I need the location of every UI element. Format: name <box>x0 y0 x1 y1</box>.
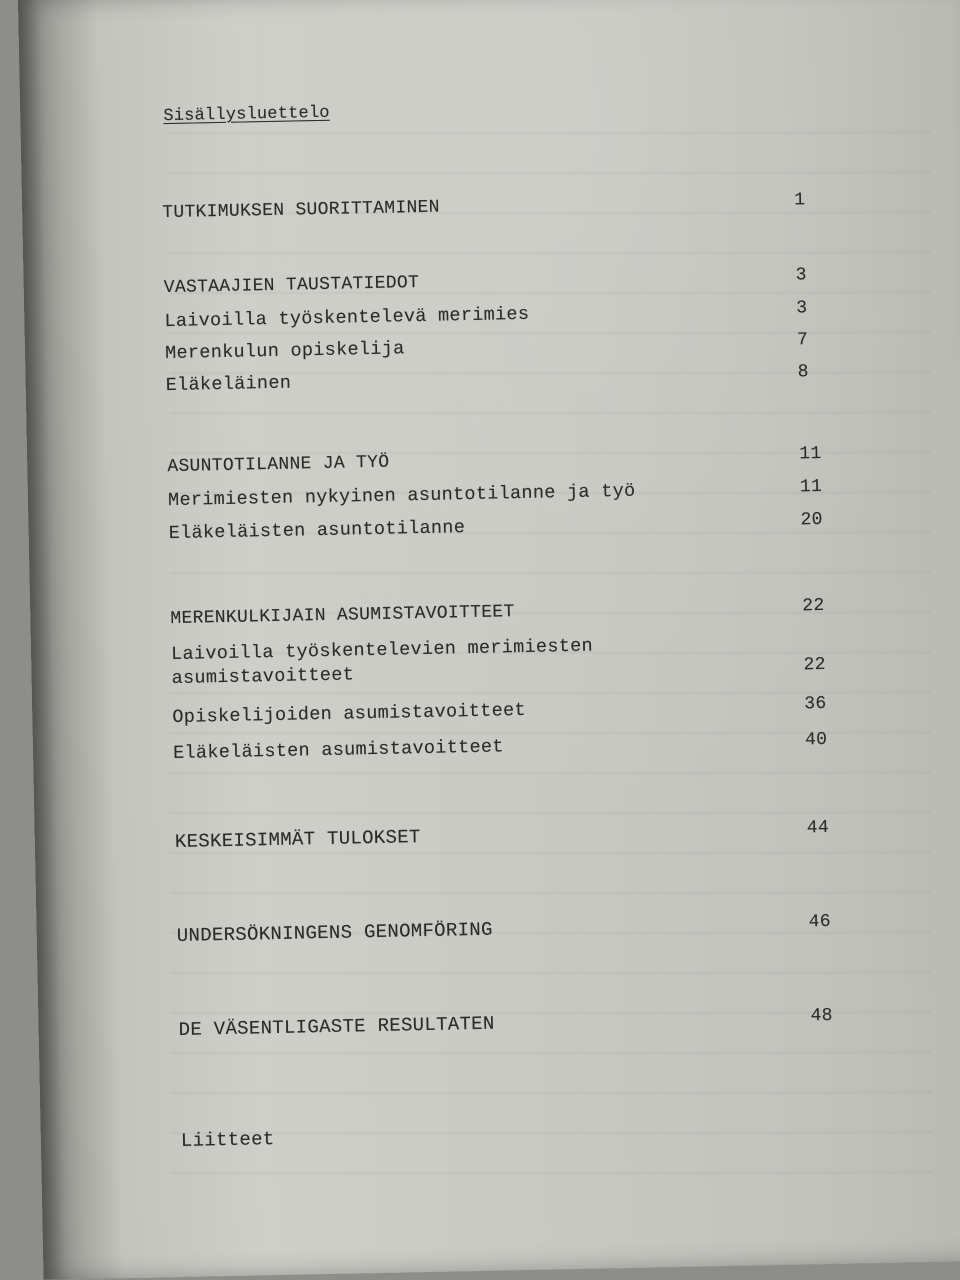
toc-entry-label: ASUNTOTILANNE JA TYÖ <box>167 452 390 478</box>
toc-entry-page: 44 <box>806 817 830 839</box>
toc-entry-label: Liitteet <box>180 1128 275 1152</box>
toc-entry-page: 22 <box>802 595 825 617</box>
toc-entry-label: KESKEISIMMÄT TULOKSET <box>174 826 421 854</box>
toc-entry-label: Merenkulun opiskelija <box>164 338 405 365</box>
toc-entry-page: 3 <box>795 265 807 286</box>
toc-entry-page: 11 <box>799 443 822 465</box>
toc-entry-page: 22 <box>803 654 826 676</box>
toc-entry-label: VASTAAJIEN TAUSTATIEDOT <box>163 273 420 299</box>
toc-entry-page <box>803 631 843 632</box>
toc-entry-label: Eläkeläinen <box>165 372 292 397</box>
toc-entry-label: TUTKIMUKSEN SUORITTAMINEN <box>162 197 440 224</box>
toc-entry-label: MERENKULKIJAIN ASUMISTAVOITTEET <box>170 602 515 630</box>
toc-entry-label: asumistavoitteet <box>171 664 355 690</box>
toc-entry-label: Laivoilla työskentelevien merimiesten <box>170 635 594 666</box>
toc-entry-page: 11 <box>799 476 823 498</box>
toc-entry-page: 8 <box>797 362 809 383</box>
toc-entry-label: Eläkeläisten asuntotilanne <box>168 517 466 545</box>
toc-entry-page: 20 <box>800 509 824 531</box>
toc-entry-page: 3 <box>796 298 808 319</box>
toc-title: Sisällysluettelo <box>163 103 330 127</box>
toc-entry-label: DE VÄSENTLIGASTE RESULTATEN <box>178 1012 495 1041</box>
toc-entry-label: Eläkeläisten asumistavoitteet <box>172 736 504 765</box>
toc-entry-page: 7 <box>796 330 809 351</box>
toc-entry-page: 48 <box>810 1005 833 1027</box>
toc-entry-label: UNDERSÖKNINGENS GENOMFÖRING <box>176 918 493 947</box>
toc-entry-label: Laivoilla työskentelevä merimies <box>164 303 530 333</box>
toc-entry-label: Merimiesten nykyinen asuntotilanne ja työ <box>167 480 636 512</box>
document-page <box>18 0 960 1280</box>
toc-entry-label: Opiskelijoiden asumistavoitteet <box>172 699 527 729</box>
toc-entry-page: 1 <box>793 190 806 211</box>
toc-entry-page: 40 <box>804 729 828 751</box>
toc-entry-page: 36 <box>804 693 827 715</box>
toc-entry-page <box>813 1116 853 1117</box>
table-of-contents <box>18 0 960 1280</box>
toc-entry-page: 46 <box>808 911 832 933</box>
